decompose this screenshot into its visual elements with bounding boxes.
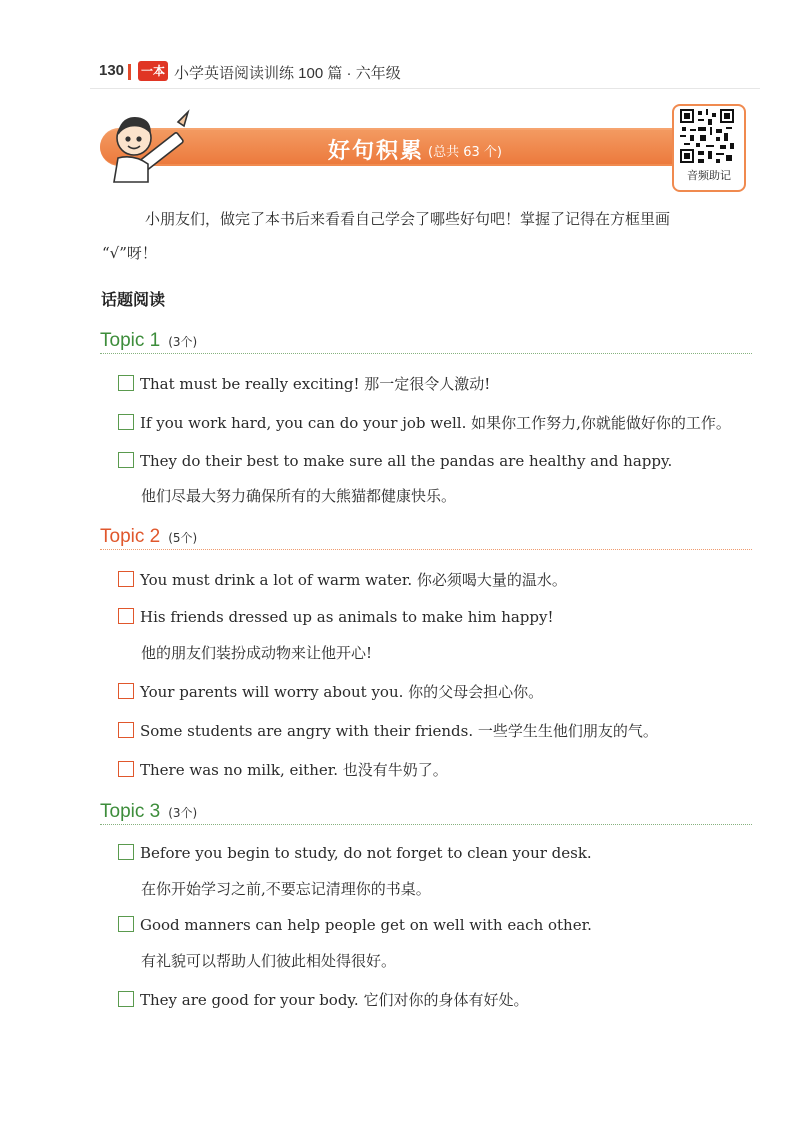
sentence-text: Before you begin to study, do not forget to clean your desk. [140,844,592,862]
sentence-text: That must be really exciting! 那一定很令人激动! [140,375,491,393]
series-logo: 一本 [138,61,168,81]
topic-title: Topic 1 [100,330,161,351]
sentence-text: You must drink a lot of warm water. 你必须喝大量的温水。 [140,571,567,589]
topic-title: Topic 3 [100,801,161,822]
sentence-item [118,412,731,433]
book-title: 小学英语阅读训练 100 篇 · 六年级 [174,65,401,82]
checkbox[interactable] [118,414,134,430]
sentence-translation: 在你开始学习之前,不要忘记清理你的书桌。 [141,880,431,898]
checkbox[interactable] [118,683,134,699]
intro-line-1: 小朋友们，做完了本书后来看看自己学会了哪些好句吧！掌握了记得在方框里画 [145,210,671,228]
sentence-translation: 他的朋友们装扮成动物来让他开心! [141,644,373,662]
qr-code-icon[interactable] [680,109,734,163]
sentence-text: They do their best to make sure all the pandas are healthy and happy. [140,452,673,470]
banner-title: 好句积累 [328,139,425,164]
intro-line-2: “√”呀！ [102,244,157,262]
topic-count: (3个) [168,335,198,349]
topic-3-heading [100,801,197,823]
sentence-text: Good manners can help people get on well with each other. [140,916,592,934]
sentence-item [118,373,490,394]
sentence-text: Your parents will worry about you. 你的父母会担心你。 [140,683,544,701]
checkbox[interactable] [118,916,134,932]
header-rule [90,88,760,89]
checkbox[interactable] [118,761,134,777]
sentence-item [118,681,543,702]
sentence-item [118,720,658,741]
boy-with-pencil-icon [108,108,194,186]
header-divider [128,64,131,80]
sentence-translation: 有礼貌可以帮助人们彼此相处得很好。 [141,952,397,970]
sentence-item [118,844,592,862]
checkbox[interactable] [118,608,134,624]
sentence-text: There was no milk, either. 也没有牛奶了。 [140,761,448,779]
topic-3-rule [100,824,752,825]
section-title: 话题阅读 [101,290,166,309]
sentence-item [118,452,672,470]
page-number: 130 [99,62,125,79]
checkbox[interactable] [118,375,134,391]
topic-1-rule [100,353,752,354]
topic-count: (5个) [168,531,198,545]
qr-label: 音频助记 [687,169,731,182]
sentence-text: His friends dressed up as animals to make him happy! [140,608,554,626]
sentence-item [118,569,567,590]
topic-1-heading [100,330,197,352]
topic-title: Topic 2 [100,526,161,547]
sentence-text: Some students are angry with their friends. 一些学生生他们朋友的气。 [140,722,658,740]
banner-count: (总共 63 个) [428,145,502,160]
checkbox[interactable] [118,844,134,860]
sentence-item [118,608,554,626]
sentence-text: If you work hard, you can do your job well. 如果你工作努力,你就能做好你的工作。 [140,414,731,432]
checkbox[interactable] [118,722,134,738]
checkbox[interactable] [118,452,134,468]
sentence-item [118,916,592,934]
topic-2-rule [100,549,752,550]
checkbox[interactable] [118,991,134,1007]
sentence-translation: 他们尽最大努力确保所有的大熊猫都健康快乐。 [141,487,457,505]
checkbox[interactable] [118,571,134,587]
topic-2-heading [100,526,197,548]
sentence-item [118,989,528,1010]
sentence-item [118,759,448,780]
sentence-text: They are good for your body. 它们对你的身体有好处。 [140,991,529,1009]
topic-count: (3个) [168,806,198,820]
